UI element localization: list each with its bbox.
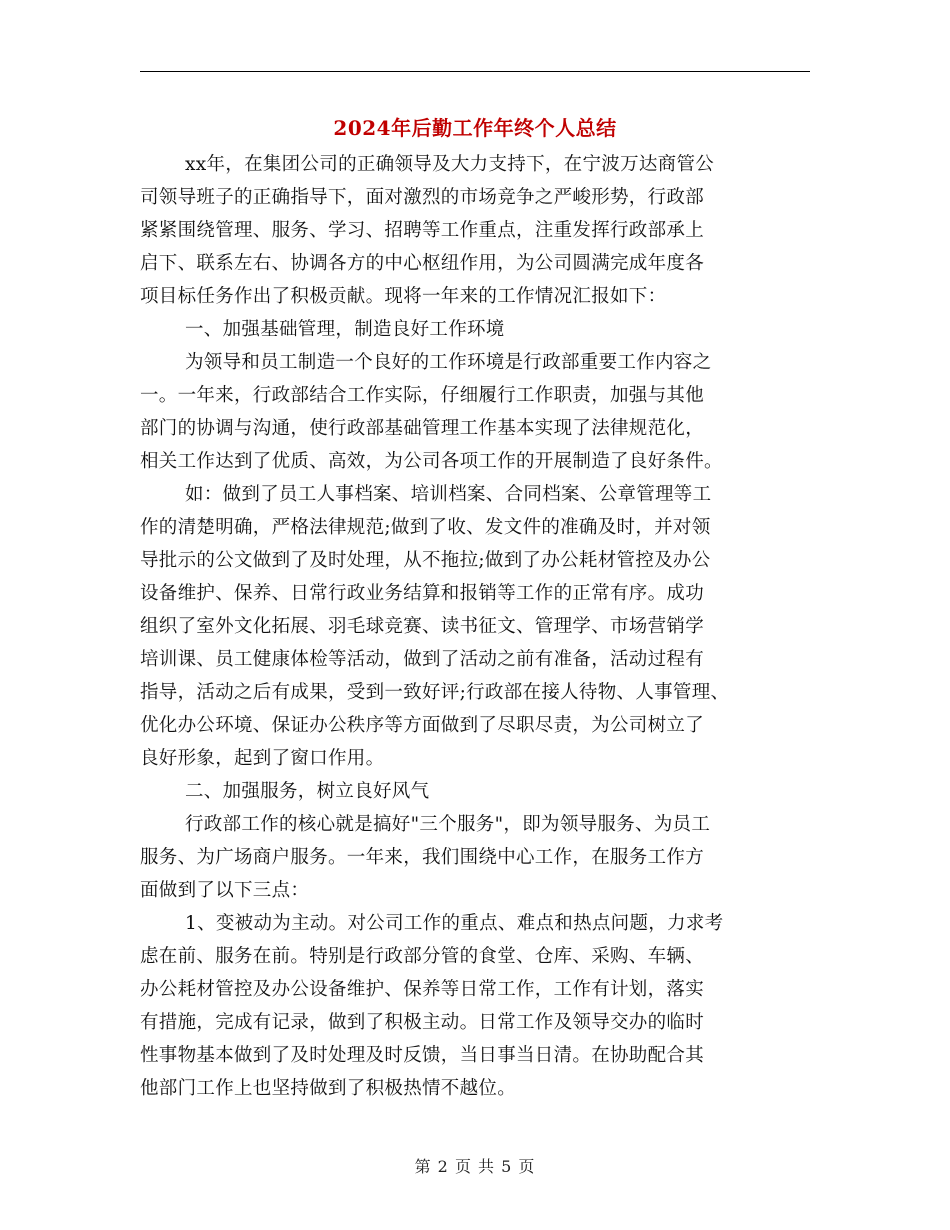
paragraph-line: 面做到了以下三点： [140,880,310,901]
paragraph-line: 相关工作达到了优质、高效，为公司各项工作的开展制造了良好条件。 [140,451,723,472]
paragraph-line: 他部门工作上也坚持做到了积极热情不越位。 [140,1078,517,1099]
section-heading-1: 一、加强基础管理，制造良好工作环境 [185,319,505,340]
paragraph-line: 紧紧围绕管理、服务、学习、招聘等工作重点，注重发挥行政部承上 [140,220,705,241]
paragraph-line: 良好形象，起到了窗口作用。 [140,748,385,769]
header-rule [140,71,810,72]
paragraph-line: 虑在前、服务在前。特别是行政部分管的食堂、仓库、采购、车辆、 [140,946,705,967]
paragraph-line: 司领导班子的正确指导下，面对激烈的市场竞争之严峻形势，行政部 [140,187,705,208]
paragraph-line: 为领导和员工制造一个良好的工作环境是行政部重要工作内容之 [185,352,712,373]
paragraph-line: 1、变被动为主动。对公司工作的重点、难点和热点问题，力求考 [185,913,724,934]
paragraph-line: 作的清楚明确，严格法律规范;做到了收、发文件的准确及时，并对领 [140,517,711,538]
paragraph-line: 启下、联系左右、协调各方的中心枢纽作用，为公司圆满完成年度各 [140,253,705,274]
paragraph-line: 性事物基本做到了及时处理及时反馈，当日事当日清。在协助配合其 [140,1045,705,1066]
paragraph-line: 培训课、员工健康体检等活动，做到了活动之前有准备，活动过程有 [140,649,705,670]
paragraph-line: 服务、为广场商户服务。一年来，我们围绕中心工作，在服务工作方 [140,847,705,868]
paragraph-line: 项目标任务作出了积极贡献。现将一年来的工作情况汇报如下： [140,286,667,307]
page-number-footer: 第 2 页 共 5 页 [414,1157,536,1176]
paragraph-line: 行政部工作的核心就是搞好"三个服务"，即为领导服务、为员工 [185,814,711,835]
section-heading-2: 二、加强服务，树立良好风气 [185,781,430,802]
paragraph-line: xx年，在集团公司的正确领导及大力支持下，在宁波万达商管公 [185,154,715,175]
paragraph-line: 部门的协调与沟通，使行政部基础管理工作基本实现了法律规范化， [140,418,705,439]
paragraph-line: 有措施，完成有记录，做到了积极主动。日常工作及领导交办的临时 [140,1012,705,1033]
paragraph-line: 设备维护、保养、日常行政业务结算和报销等工作的正常有序。成功 [140,583,705,604]
paragraph-line: 组织了室外文化拓展、羽毛球竞赛、读书征文、管理学、市场营销学 [140,616,705,637]
paragraph-line: 指导，活动之后有成果，受到一致好评;行政部在接人待物、人事管理、 [140,682,730,703]
paragraph-line: 优化办公环境、保证办公秩序等方面做到了尽职尽责，为公司树立了 [140,715,705,736]
paragraph-line: 一。一年来，行政部结合工作实际，仔细履行工作职责，加强与其他 [140,385,705,406]
paragraph-line: 导批示的公文做到了及时处理，从不拖拉;做到了办公耗材管控及办公 [140,550,711,571]
paragraph-line: 办公耗材管控及办公设备维护、保养等日常工作，工作有计划，落实 [140,979,705,1000]
paragraph-line: 如：做到了员工人事档案、培训档案、合同档案、公章管理等工 [185,484,712,505]
document-title: 2024年后勤工作年终个人总结 [333,116,617,140]
